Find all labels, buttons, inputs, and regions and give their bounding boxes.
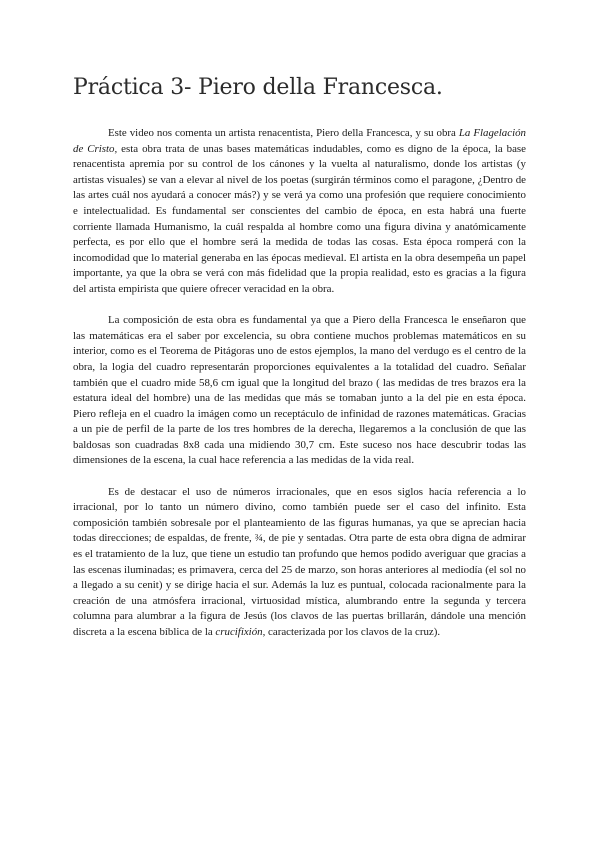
text-segment: esta obra trata de unas bases matemáticas indudables, como es digno de la época, la base renacentista apremia por su control de los cánones y la vuelta al naturalismo, donde los artistas (y artistas visuales) se van a elevar al nivel de los poetas (surgirán términos como el paragone, ¿Dentro de las artes cuál nos ayudará a conocer más?) y se verá ya como una profesión que requiere conocimiento e intelectualidad. Es fundamental ser conscientes del cambio de época, en esta habrá una fuerte corriente llamada Humanismo, la cuál respalda al hombre como una figura divina y anatómicamente perfecta, es por ello que el hombre será la medida de todas las cosas. Esta época romperá con la incomodidad que lo material generaba en las épocas medieval. El artista en la obra desempeña un papel importante, ya que la obra se verá con más fidelidad que la propia realidad, esto es gracias a la figura del artista empirista que quiere ofrecer veracidad en la obra. bbox=[73, 142, 526, 295]
text-segment: La composición de esta obra es fundamental ya que a Piero della Francesca le enseñaron que las matemáticas era el saber por excelencia, su obra contiene muchos problemas matemáticos en su interior, como es el Teorema de Pitágoras uno de estos ejemplos, la mano del verdugo es el centro de la obra, la logia del cuadro representarán proporciones equivalentes a la totalidad del cuadro. Señalar también que el cuadro mide 58,6 cm igual que la longitud del brazo ( las medidas de tres brazos era la estatura ideal del hombre) una de las medidas que más se tomaban junto a la del pie en esta época. Piero refleja en el cuadro la imágen como un receptáculo de infinidad de razones matemáticas. Gracias a un pie de perfil de la parte de los tres hombres de la derecha, llegaremos a la conclusión de que las baldosas son cuadradas 8x8 cada una midiendo 30,7 cm. Este suceso nos hace descubrir todas las dimensiones de la escena, la cual hace referencia a las medidas de la vida real. bbox=[73, 314, 526, 467]
page-title: Práctica 3- Piero della Francesca. bbox=[73, 75, 443, 100]
italic-term: crucifixión, bbox=[215, 626, 266, 638]
text-segment: caracterizada por los clavos de la cruz). bbox=[265, 626, 441, 638]
text-segment: Es de destacar el uso de números irracionales, que en esos siglos hacía referencia a lo irracional, por lo tanto un número divino, como también puede ser el caso del infinito. Esta composición también sobresale por el planteamiento de las figuras humanas, ya que se aprecian hacia todas direcciones; de espaldas, de frente, ¾, de pie y sentadas. Otra parte de esta obra digna de admirar es el tratamiento de la luz, que tiene un estudio tan profundo que hemos podido averiguar que gracias a las escenas iluminadas; es primavera, cerca del 25 de marzo, son horas anteriores al mediodía (el sol no a llegado a su cenit) y se dirige hacia el sur. Además la luz es puntual, colocada racionalmente para la creación de una atmósfera irracional, virtuosidad mística, alumbrando entre la segunda y tercera columna para alumbrar a la figura de Jesús (los clavos de las puertas brillarán, dándole una mención discreta a la escena bíblica de la bbox=[73, 485, 526, 638]
document-body bbox=[73, 126, 526, 641]
paragraph-3 bbox=[73, 485, 526, 641]
paragraph-1 bbox=[73, 126, 526, 298]
text-segment: Este video nos comenta un artista renacentista, Piero della Francesca, y su obra bbox=[108, 127, 459, 139]
artwork-title-italic: La Flagelación de Cristo, bbox=[73, 127, 526, 155]
paragraph-2 bbox=[73, 313, 526, 469]
